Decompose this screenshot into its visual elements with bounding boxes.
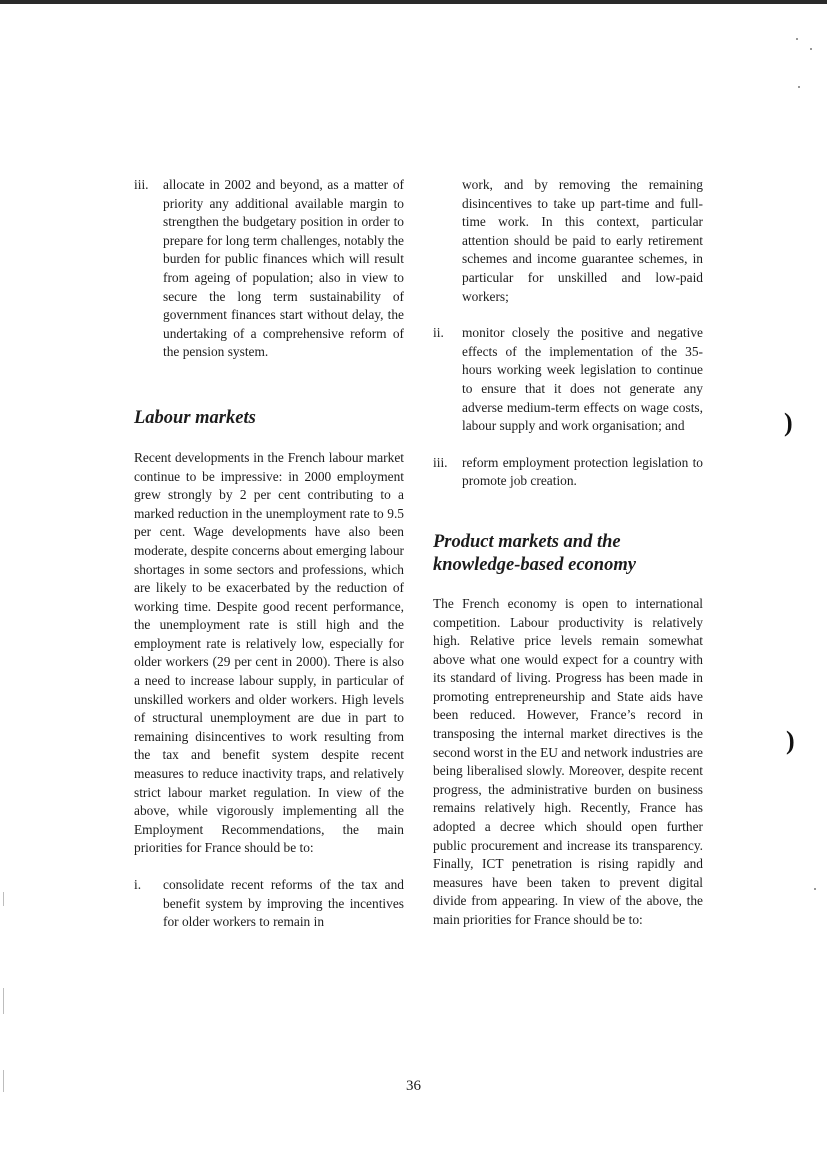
page-number: 36 [406,1078,421,1094]
list-text: monitor closely the positive and negative effects of the implementation of the 35-hours working week legislation to continue to ensure that it does not generate any adverse medium-term effects on wage costs, labour supply and work organisation; and [462,325,703,434]
list-item-i-continued: work, and by removing the remaining disincentives to take up part-time and full-time work. In this context, particular attention should be paid to early retirement schemes and income guarantee schemes, in particular for unskilled and low-paid workers; [462,177,703,304]
list-item-i [134,876,404,932]
top-border-rule [0,0,827,4]
right-column [433,176,703,930]
scan-edge-mark [3,988,4,1014]
list-number: iii. [433,454,448,470]
margin-bracket-mark: ) [784,408,793,437]
list-text: reform employment protection legislation to promote job creation. [462,454,703,489]
labour-paragraph: Recent developments in the French labour market continue to be impressive: in 2000 employment grew strongly by 2 per cent contributing to a marked reduction in the unemployment rate to 9.5 per cent. Wage developments have also been moderate, despite concerns about emerging labour shortages in some sectors and professions, which are likely to be exacerbated by the reduction of working time. Despite good recent performance, the unemployment rate is still high and the employment rate is relatively low, especially for older workers (29 per cent in 2000). There is also a need to increase labour supply, in particular of unskilled workers and older workers. High levels of structural unemployment are due in part to remaining disincentives to work resulting from the tax and benefit system despite recent measures to reduce inactivity traps, and relatively strict labour market regulation. In view of the above, while vigorously implementing all the Employment Recommendations, the main priorities for France should be to: [134,449,404,856]
scan-edge-mark [3,1070,4,1092]
scan-speck [796,38,798,40]
list-item-iii [433,454,703,491]
section-heading-labour-markets: Labour markets [134,407,256,428]
product-markets-paragraph: The French economy is open to international competition. Labour productivity is relatively high. Relative price levels remain somewhat above what one would expect for a country with its standard of living. Progress has been made in promoting entrepreneurship and State aids have been reduced. However, France’s record in transposing the internal market directives is the second worst in the EU and network industries are being liberalised slowly. Moreover, despite recent progress, the administrative burden on business remains relatively high. Recently, France has adopted a decree which should open further public procurement and increase its transparency. Finally, ICT penetration is rising rapidly and measures have been taken to prevent digital divide from appearing. In view of the above, the main priorities for France should be to: [433,595,703,927]
section-heading-product-markets [433,531,703,577]
scan-speck [798,86,800,88]
heading-line-2: knowledge-based economy [433,554,636,575]
list-item-ii [433,324,703,436]
list-text: consolidate recent reforms of the tax and benefit system by improving the incentives for older workers to remain in [163,877,404,930]
margin-bracket-mark: ) [786,726,795,755]
scan-speck [814,888,816,890]
list-number: ii. [433,325,444,341]
list-item-iii [134,176,404,362]
left-column [134,176,404,932]
scan-speck [810,48,812,50]
list-number: iii. [134,177,149,192]
list-text: allocate in 2002 and beyond, as a matter of priority any additional available margin to strengthen the budgetary position in order to prepare for long term challenges, notably the burden for public finances which will result from ageing of population; also in view to secure the long term sustainability of government finances start without delay, the undertaking of a comprehensive reform of the pension system. [163,177,404,360]
heading-line-1: Product markets and the [433,531,621,552]
scan-edge-mark [3,892,4,906]
list-number: i. [134,877,142,892]
